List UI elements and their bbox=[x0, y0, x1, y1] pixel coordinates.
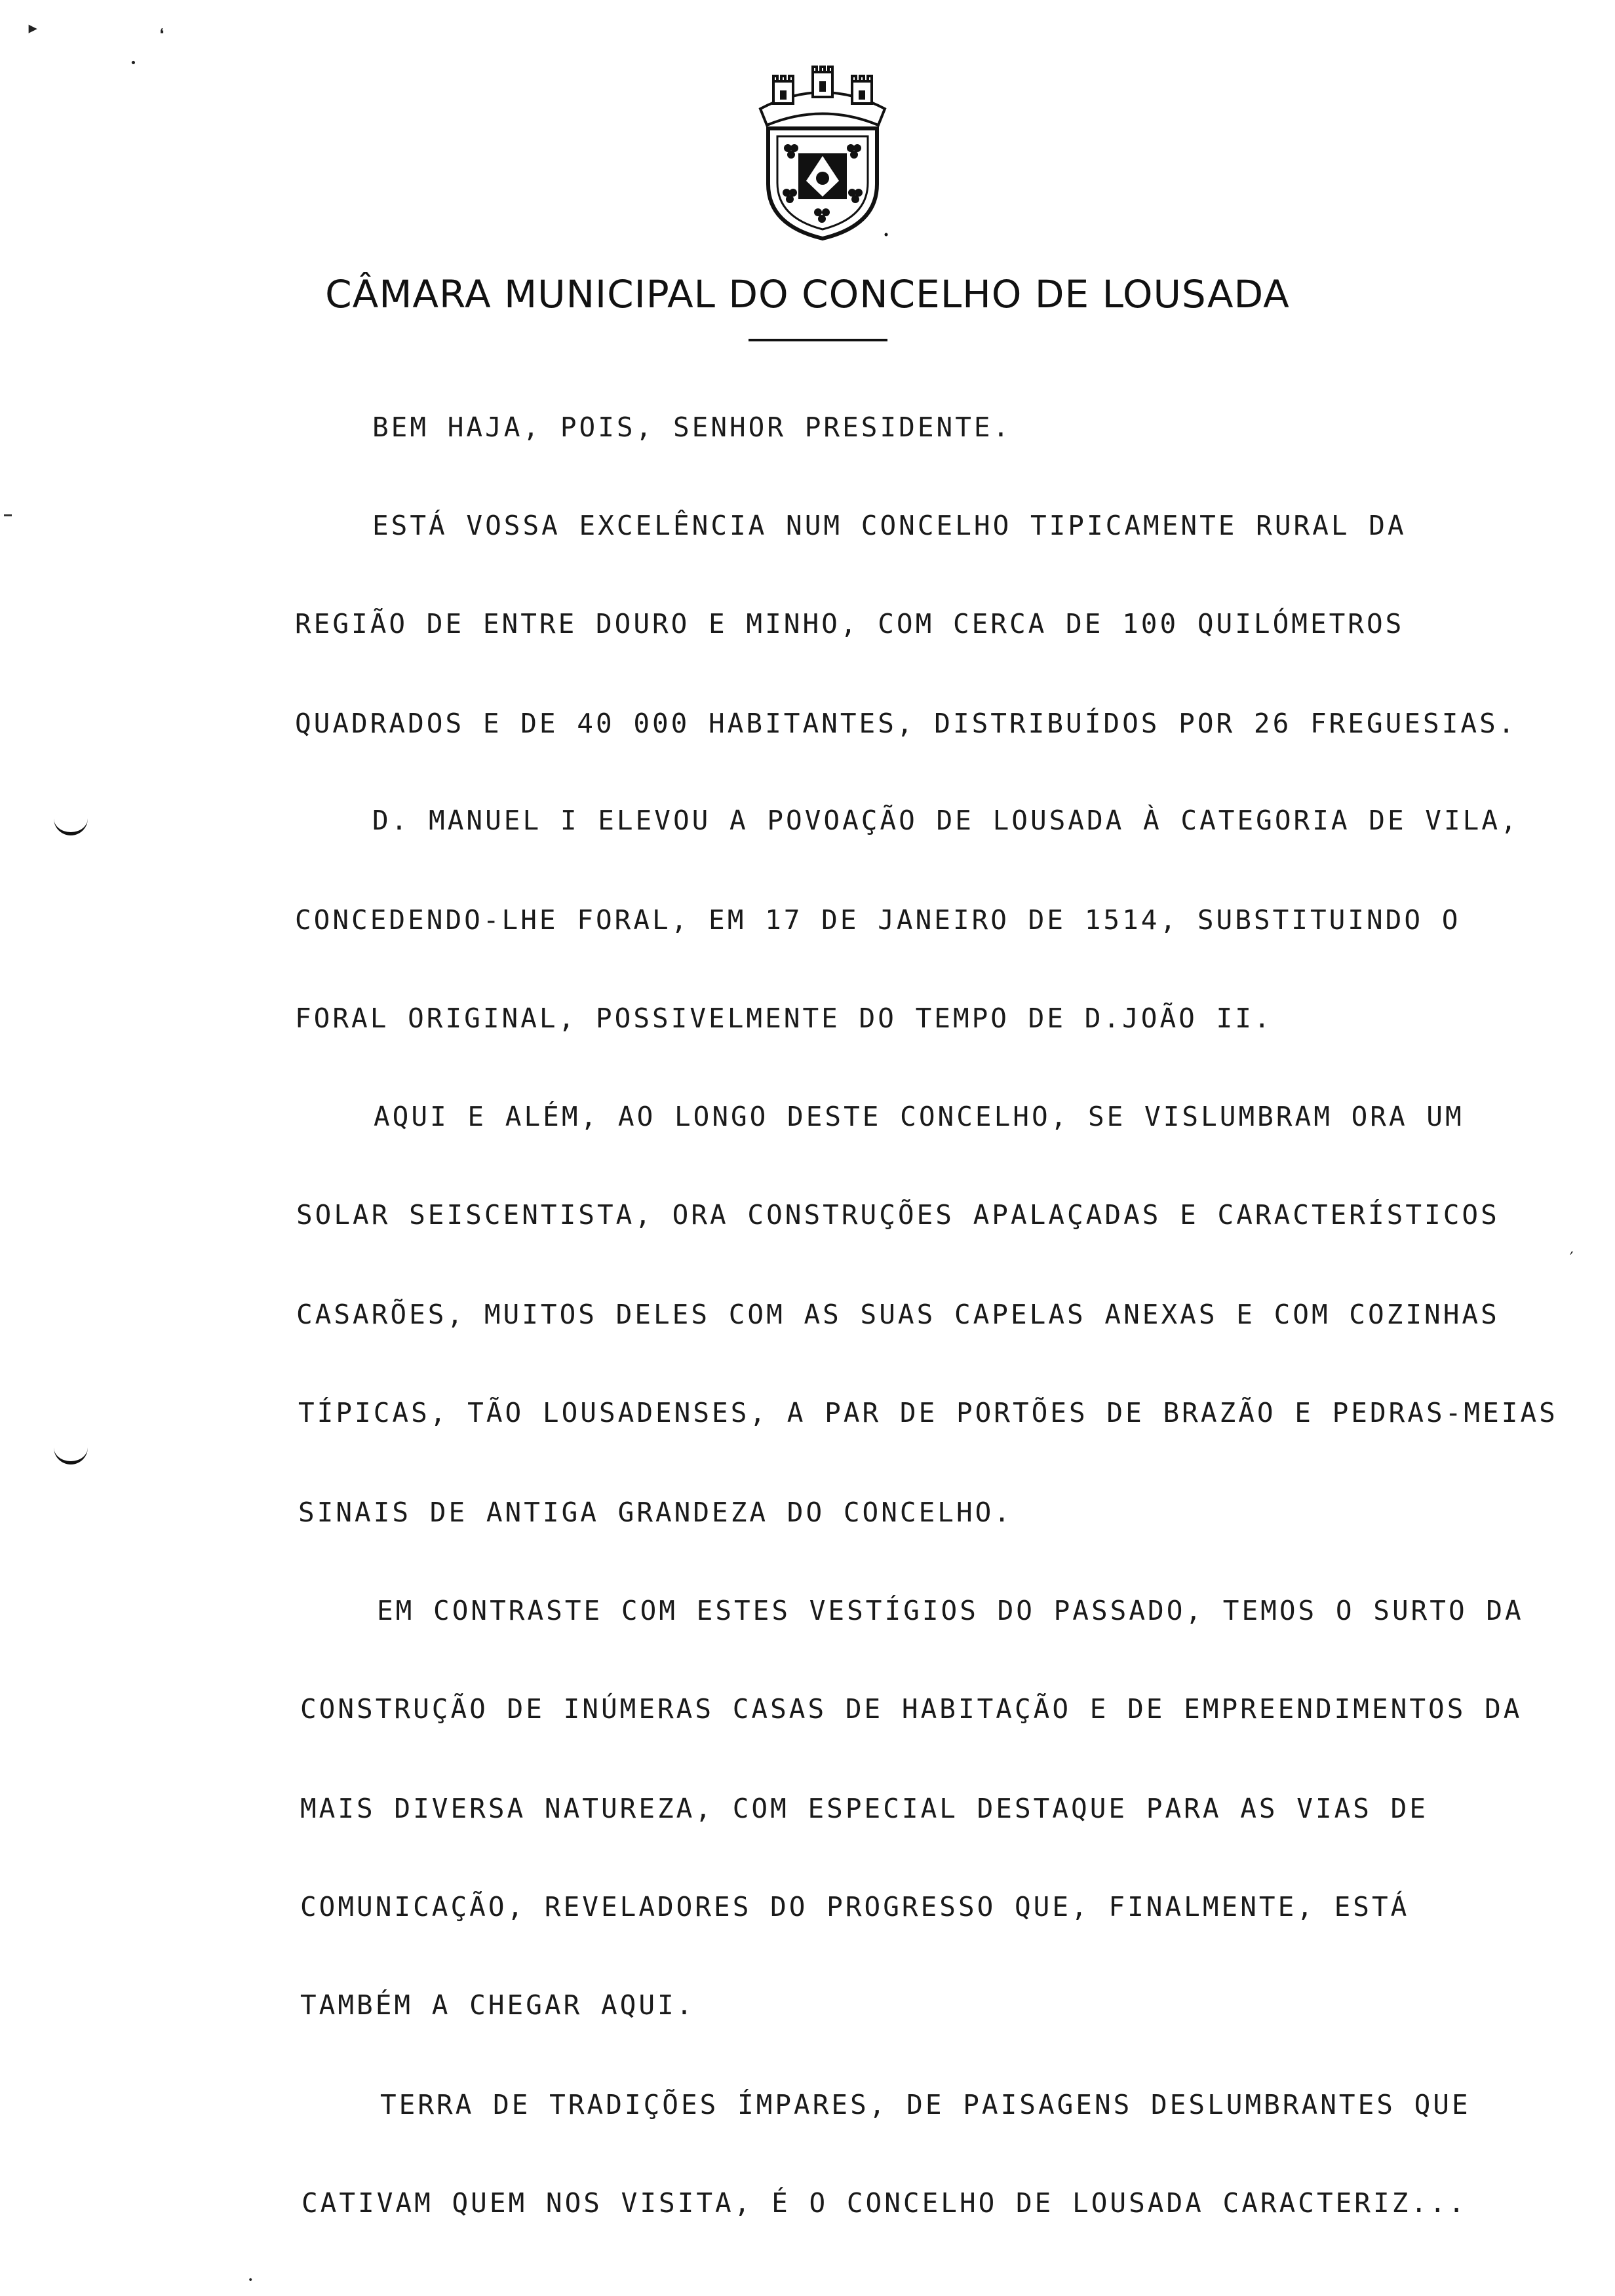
scan-mark: • bbox=[130, 56, 137, 70]
text-line: SOLAR SEISCENTISTA, ORA CONSTRUÇÕES APALAÇADAS E CARACTERÍSTICOS bbox=[296, 1199, 1500, 1231]
page-title: CÂMARA MUNICIPAL DO CONCELHO DE LOUSADA bbox=[325, 272, 1290, 316]
margin-mark-parenthesis bbox=[54, 1442, 88, 1464]
text-line: COMUNICAÇÃO, REVELADORES DO PROGRESSO QUE, FINALMENTE, ESTÁ bbox=[300, 1891, 1410, 1923]
scan-mark: ▸ bbox=[26, 14, 40, 41]
text-line: CASARÕES, MUITOS DELES COM AS SUAS CAPELAS ANEXAS E COM COZINHAS bbox=[296, 1299, 1500, 1330]
text-line: REGIÃO DE ENTRE DOURO E MINHO, COM CERCA DE 100 QUILÓMETROS bbox=[295, 608, 1405, 640]
scan-mark: • bbox=[248, 2275, 254, 2286]
scan-mark: ′ bbox=[1566, 1249, 1577, 1269]
text-line: EM CONTRASTE COM ESTES VESTÍGIOS DO PASSADO, TEMOS O SURTO DA bbox=[377, 1595, 1524, 1626]
coat-of-arms-icon bbox=[747, 63, 898, 243]
text-line: QUADRADOS E DE 40 000 HABITANTES, DISTRIBUÍDOS POR 26 FREGUESIAS. bbox=[295, 708, 1517, 739]
text-line: CONSTRUÇÃO DE INÚMERAS CASAS DE HABITAÇÃO E DE EMPREENDIMENTOS DA bbox=[300, 1693, 1523, 1725]
text-line: D. MANUEL I ELEVOU A POVOAÇÃO DE LOUSADA À CATEGORIA DE VILA, bbox=[372, 805, 1519, 836]
text-line: TAMBÉM A CHEGAR AQUI. bbox=[300, 1989, 695, 2021]
text-line: TÍPICAS, TÃO LOUSADENSES, A PAR DE PORTÕES DE BRAZÃO E PEDRAS-MEIAS bbox=[298, 1397, 1558, 1428]
text-line: SINAIS DE ANTIGA GRANDEZA DO CONCELHO. bbox=[298, 1497, 1013, 1528]
text-line: CONCEDENDO-LHE FORAL, EM 17 DE JANEIRO DE 1514, SUBSTITUINDO O bbox=[295, 904, 1461, 936]
text-line: AQUI E ALÉM, AO LONGO DESTE CONCELHO, SE VISLUMBRAM ORA UM bbox=[374, 1101, 1464, 1132]
text-line: CATIVAM QUEM NOS VISITA, É O CONCELHO DE LOUSADA CARACTERIZ... bbox=[302, 2187, 1468, 2219]
text-line: TERRA DE TRADIÇÕES ÍMPARES, DE PAISAGENS DESLUMBRANTES QUE bbox=[380, 2089, 1471, 2120]
text-line: ESTÁ VOSSA EXCELÊNCIA NUM CONCELHO TIPICAMENTE RURAL DA bbox=[372, 510, 1407, 541]
title-underline bbox=[749, 339, 887, 341]
text-line: MAIS DIVERSA NATUREZA, COM ESPECIAL DESTAQUE PARA AS VIAS DE bbox=[300, 1793, 1429, 1824]
text-line: FORAL ORIGINAL, POSSIVELMENTE DO TEMPO DE D.JOÃO II. bbox=[295, 1003, 1273, 1034]
text-line: BEM HAJA, POIS, SENHOR PRESIDENTE. bbox=[372, 411, 1012, 443]
scan-mark bbox=[4, 514, 12, 516]
margin-mark-parenthesis bbox=[54, 813, 88, 835]
scan-mark: ❛ bbox=[156, 25, 168, 48]
